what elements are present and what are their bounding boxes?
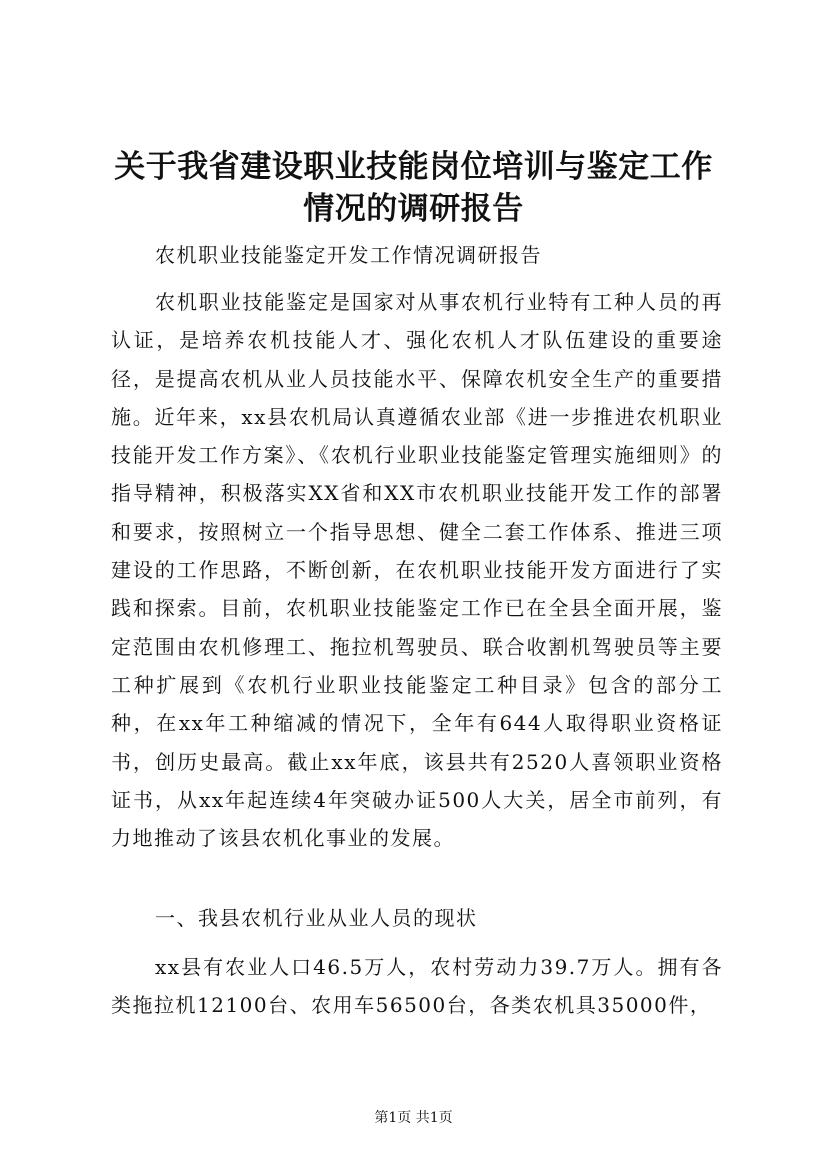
section-heading-1: 一、我县农机行业从业人员的现状	[155, 906, 478, 930]
body-paragraph-1: 农机职业技能鉴定是国家对从事农机行业特有工种人员的再认证，是培养农机技能人才、强化农机人才队伍建设的重要途径，是提高农机从业人员技能水平、保障农机安全生产的重要措施。近年来，xx县农机局认真遵循农业部《进一步推进农机职业技能开发工作方案》、《农机行业职业技能鉴定管理实施细则》的指导精神，积极落实XX省和XX市农机职业技能开发工作的部署和要求，按照树立一个指导思想、健全二套工作体系、推进三项建设的工作思路，不断创新，在农机职业技能开发方面进行了实践和探索。目前，农机职业技能鉴定工作已在全县全面开展，鉴定范围由农机修理工、拖拉机驾驶员、联合收割机驾驶员等主要工种扩展到《农机行业职业技能鉴定工种目录》包含的部分工种，在xx年工种缩减的情况下，全年有644人取得职业资格证书，创历史最高。截止xx年底，该县共有2520人喜领职业资格证书，从xx年起连续4年突破办证500人大关，居全市前列，有力地推动了该县农机化事业的发展。	[111, 290, 723, 851]
report-subtitle: 农机职业技能鉴定开发工作情况调研报告	[155, 243, 542, 267]
body-paragraph-2: xx县有农业人口46.5万人，农村劳动力39.7万人。拥有各类拖拉机12100台、农用车56500台，各类农机具35000件，	[111, 955, 723, 1018]
page-footer: 第1页 共1页	[374, 1110, 453, 1126]
document-title: 关于我省建设职业技能岗位培训与鉴定工作情况的调研报告	[114, 149, 713, 227]
